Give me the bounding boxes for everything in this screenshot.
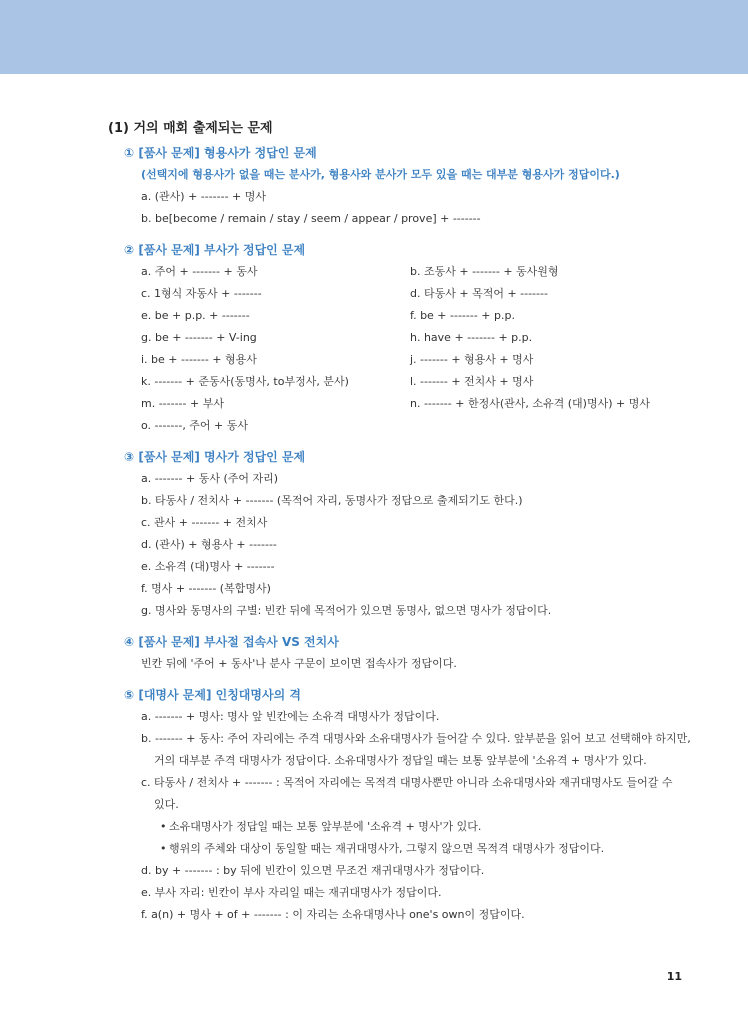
bullet-text: 행위의 주체와 대상이 동일할 때는 재귀대명사가, 그렇지 않으면 목적격 대명사가 정답이다.	[169, 842, 605, 855]
list-row	[141, 415, 698, 437]
list-item: d. (관사) + 형용사 + -------	[141, 538, 277, 551]
section-adverb	[124, 239, 698, 437]
list-item: b. ------- + 동사: 주어 자리에는 주격 대명사와 소유대명사가 들어갈 수 있다. 앞부분을 읽어 보고 선택해야 하지만, 거의 대부분 주격 대명사가 정답이다. 소유대명사가 정답일 때는 보통 앞부분에 '소유격 + 명사'가 있다.	[141, 732, 691, 767]
list-item: n. ------- + 한정사(관사, 소유격 (대)명사) + 명사	[410, 397, 650, 410]
list-item	[410, 415, 698, 437]
list-row	[141, 327, 698, 349]
bullet-dot: •	[160, 842, 167, 855]
list-item: f. 명사 + ------- (복합명사)	[141, 582, 271, 595]
section-pronoun	[124, 684, 698, 926]
list-item: f. be + ------- + p.p.	[410, 309, 515, 322]
list-item: b. 타동사 / 전치사 + ------- (목적어 자리, 동명사가 정답으로 출제되기도 한다.)	[141, 494, 523, 507]
list-item: m. ------- + 부사	[141, 397, 224, 410]
list-row	[141, 349, 698, 371]
section-text: 빈칸 뒤에 '주어 + 동사'나 분사 구문이 보이면 접속사가 정답이다.	[141, 657, 457, 670]
bullet-item	[160, 838, 698, 860]
list-item: g. 명사와 동명사의 구별: 빈칸 뒤에 목적어가 있으면 동명사, 없으면 명사가 정답이다.	[141, 604, 552, 617]
list-row	[141, 305, 698, 327]
list-item: j. ------- + 형용사 + 명사	[410, 353, 534, 366]
list-item: a. 주어 + ------- + 동사	[141, 265, 258, 278]
bullet-item	[160, 816, 698, 838]
list-item: k. ------- + 준동사(동명사, to부정사, 분사)	[141, 375, 349, 388]
list-item: a. ------- + 명사: 명사 앞 빈칸에는 소유격 대명사가 정답이다.	[141, 710, 440, 723]
page-number: 11	[666, 970, 682, 983]
list-item: e. 소유격 (대)명사 + -------	[141, 560, 275, 573]
list-item: b. be[become / remain / stay / seem / appear / prove] + -------	[141, 212, 481, 225]
list-item: a. ------- + 동사 (주어 자리)	[141, 472, 279, 485]
list-item: h. have + ------- + p.p.	[410, 331, 533, 344]
section-title: ② [품사 문제] 부사가 정답인 문제	[124, 243, 306, 257]
section-title: ④ [품사 문제] 부사절 접속사 VS 전치사	[124, 635, 339, 649]
list-item: e. be + p.p. + -------	[141, 309, 250, 322]
list-item: a. (관사) + ------- + 명사	[141, 190, 267, 203]
section-conjunction	[124, 631, 698, 675]
list-row	[141, 371, 698, 393]
list-item: c. 관사 + ------- + 전치사	[141, 516, 268, 529]
section-title: ⑤ [대명사 문제] 인칭대명사의 격	[124, 688, 301, 702]
list-row	[141, 283, 698, 305]
list-item: d. 타동사 + 목적어 + -------	[410, 287, 548, 300]
main-title: (1) 거의 매회 출제되는 문제	[108, 121, 273, 136]
section-note: (선택지에 형용사가 없을 때는 분사가, 형용사와 분사가 모두 있을 때는 대부분 형용사가 정답이다.)	[141, 168, 620, 181]
content-area	[108, 118, 698, 926]
list-item: b. 조동사 + ------- + 동사원형	[410, 265, 559, 278]
list-item: f. a(n) + 명사 + of + ------- : 이 자리는 소유대명사나 one's own이 정답이다.	[141, 908, 525, 921]
bullet-dot: •	[160, 820, 167, 833]
list-item: o. -------, 주어 + 동사	[141, 419, 249, 432]
section-noun	[124, 446, 698, 622]
bullet-text: 소유대명사가 정답일 때는 보통 앞부분에 '소유격 + 명사'가 있다.	[169, 820, 482, 833]
list-row	[141, 393, 698, 415]
list-item: c. 타동사 / 전치사 + ------- : 목적어 자리에는 목적격 대명사뿐만 아니라 소유대명사와 재귀대명사도 들어갈 수 있다.	[141, 776, 673, 811]
section-adjective	[124, 142, 698, 230]
list-item: l. ------- + 전치사 + 명사	[410, 375, 534, 388]
section-title: ③ [품사 문제] 명사가 정답인 문제	[124, 450, 306, 464]
list-item: d. by + ------- : by 뒤에 빈칸이 있으면 무조건 재귀대명사가 정답이다.	[141, 864, 485, 877]
list-row	[141, 261, 698, 283]
list-item: i. be + ------- + 형용사	[141, 353, 257, 366]
header-band	[0, 0, 748, 74]
list-item: g. be + ------- + V-ing	[141, 331, 257, 344]
list-item: e. 부사 자리: 빈칸이 부사 자리일 때는 재귀대명사가 정답이다.	[141, 886, 442, 899]
section-title: ① [품사 문제] 형용사가 정답인 문제	[124, 146, 317, 160]
list-item: c. 1형식 자동사 + -------	[141, 287, 262, 300]
